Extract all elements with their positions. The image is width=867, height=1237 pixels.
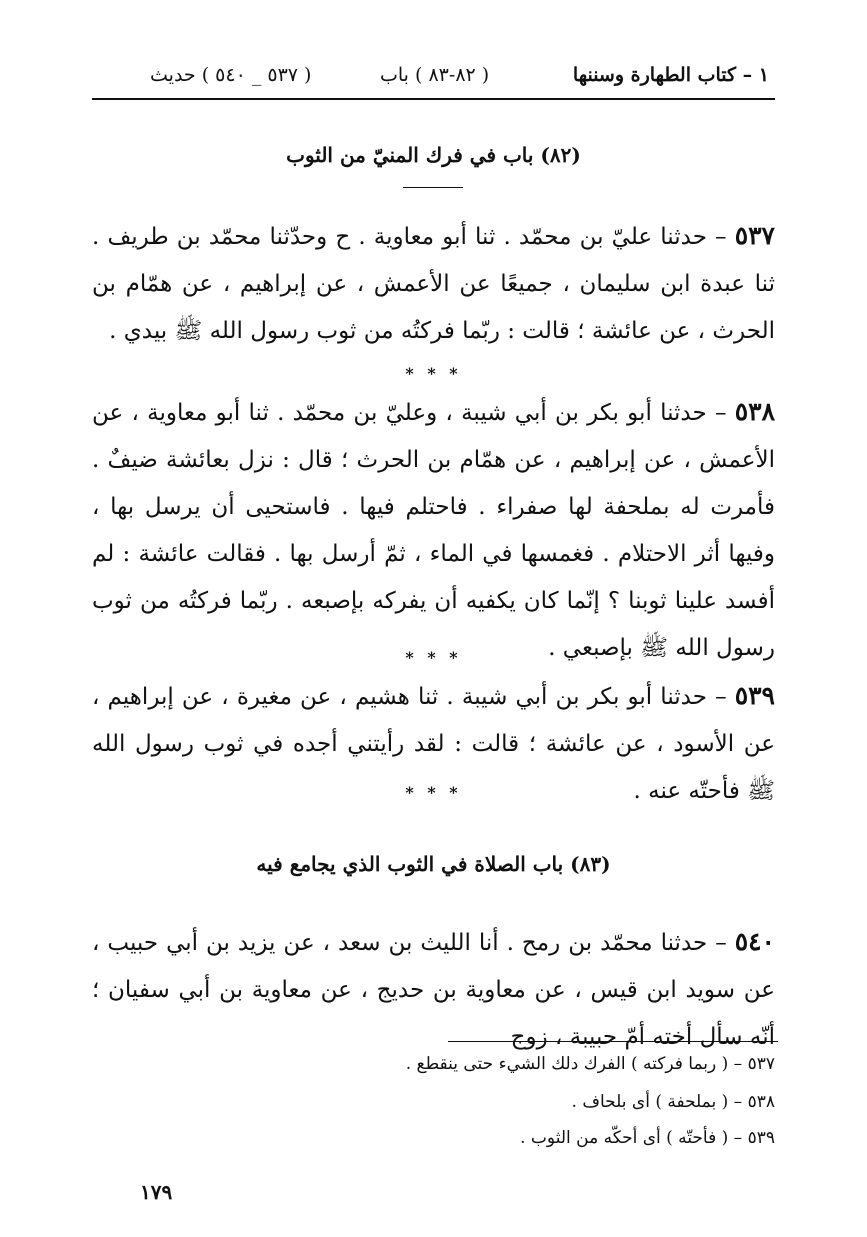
footnote-divider <box>448 1041 778 1042</box>
section-separator: * * * <box>405 783 462 802</box>
header-book-title: ١ – كتاب الطهارة وسننها <box>572 64 769 86</box>
footnote-537: ٥٣٧ – ( ربما فركته ) الفرك دلك الشيء حتى ينقطع . <box>405 1054 775 1074</box>
chapter-heading-83: (٨٣) باب الصلاة في الثوب الذي يجامع فيه <box>256 852 611 876</box>
header-chapter-range: ( ٨٢-٨٣ ) باب <box>380 64 490 86</box>
header-hadith-range: ( ٥٣٧ _ ٥٤٠ ) حديث <box>150 64 312 86</box>
hadith-text: – حدثنا أبو بكر بن أبي شيبة ، وعليّ بن محمّد . ثنا أبو معاوية ، عن الأعمش ، عن إبراهيم ، عن همّام بن الحرث ؛ قال : نزل بعائشة ضيفٌ . فأمرت له بملحفة لها صفراء . فاحتلم فيها . فاستحيى أن يرسل بها ، وفيها أثر الاحتلام . فغمسها في الماء ، ثمّ أرسل بها . فقالت عائشة : لم أفسد علينا ثوبنا ؟ إنّما كان يكفيه أن يفركه بإصبعه . ربّما فركتُه من ثوب رسول الله ﷺ بإصبعي . <box>92 400 775 661</box>
chapter-heading-82: (٨٢) باب في فرك المنيّ من الثوب <box>286 143 581 167</box>
hadith-number: ٥٣٩ <box>734 681 775 710</box>
hadith-text: – حدثنا عليّ بن محمّد . ثنا أبو معاوية . ح وحدّثنا محمّد بن طريف . ثنا عبدة ابن سليمان ، جميعًا عن الأعمش ، عن إبراهيم ، عن همّام بن الحرث ، عن عائشة ؛ قالت : ربّما فركتُه من ثوب رسول الله ﷺ بيدي . <box>92 224 775 344</box>
footnote-538: ٥٣٨ – ( بملحفة ) أى بلحاف . <box>571 1092 775 1112</box>
hadith-text: – حدثنا محمّد بن رمح . أنا الليث بن سعد ، عن يزيد بن أبي حبيب ، عن سويد ابن قيس ، عن معاوية بن حديج ، عن معاوية بن أبي سفيان ؛ أنّه سأل أخته أمّ حبيبة ، زوج <box>92 930 775 1050</box>
hadith-538 <box>92 388 775 672</box>
footnote-539: ٥٣٩ – ( فأحتّه ) أى أحكّه من الثوب . <box>520 1128 775 1148</box>
hadith-number: ٥٤٠ <box>734 927 775 956</box>
running-header <box>92 58 775 100</box>
hadith-537 <box>92 212 775 355</box>
hadith-text: – حدثنا أبو بكر بن أبي شيبة . ثنا هشيم ، عن مغيرة ، عن إبراهيم ، عن الأسود ، عن عائشة ؛ قالت : لقد رأيتني أجده في ثوب رسول الله ﷺ فأحتّه عنه . <box>92 684 775 804</box>
hadith-540 <box>92 918 775 1061</box>
heading-divider <box>403 187 463 188</box>
section-separator: * * * <box>405 648 462 667</box>
section-separator: * * * <box>405 364 462 383</box>
hadith-number: ٥٣٧ <box>734 221 775 250</box>
hadith-number: ٥٣٨ <box>734 397 776 426</box>
page-number: ١٧٩ <box>140 1180 173 1204</box>
